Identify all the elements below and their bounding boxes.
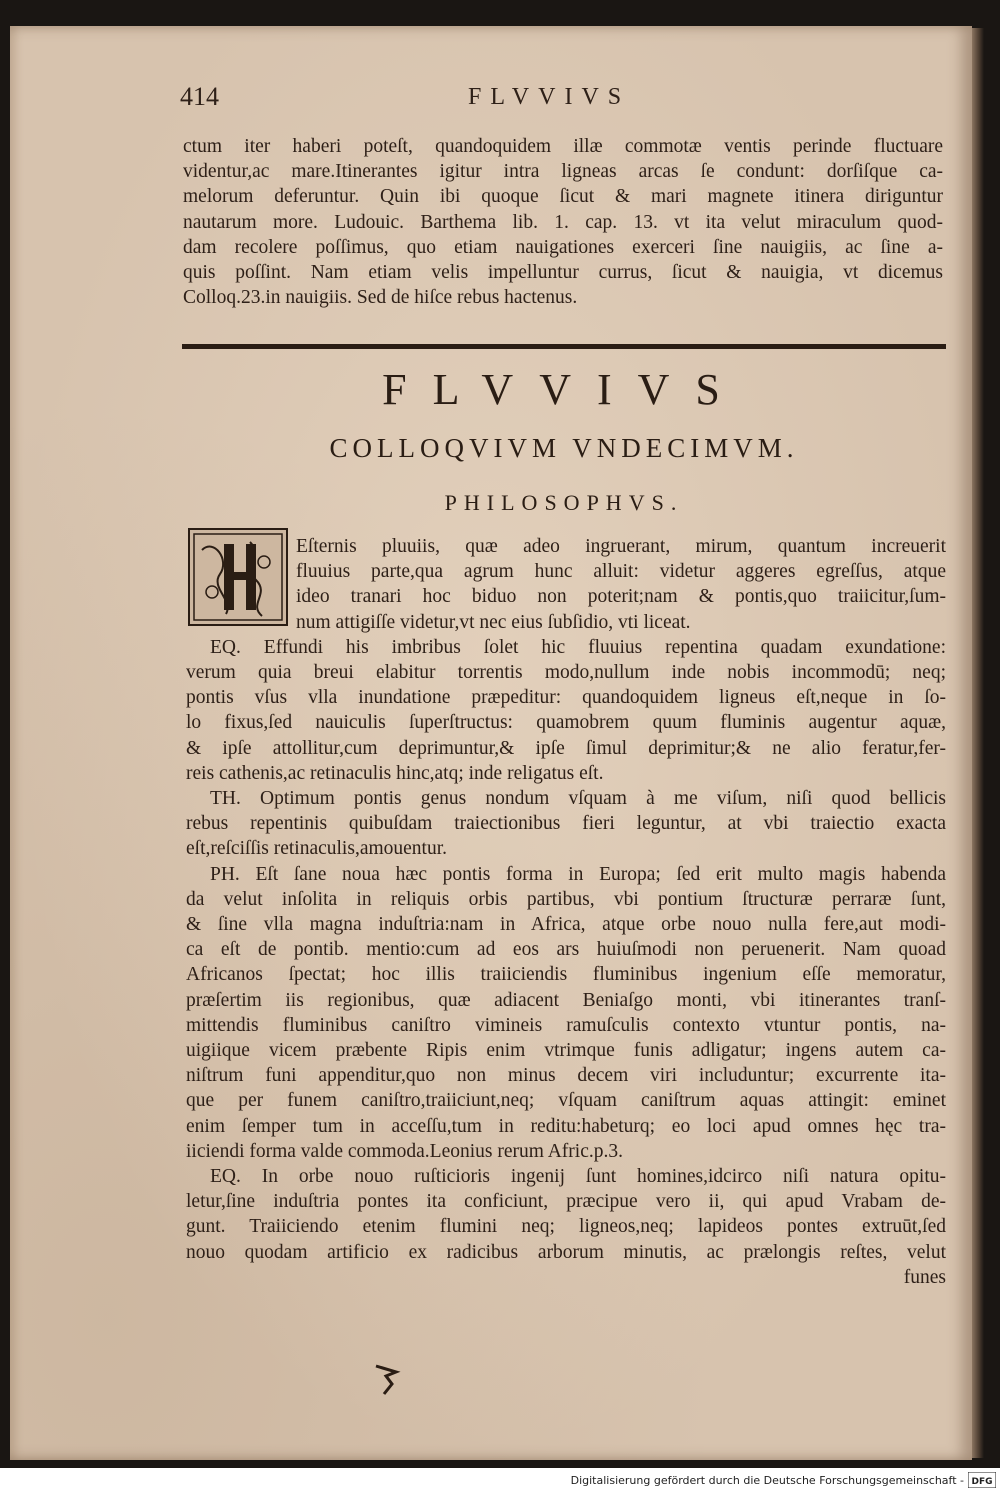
text-line: num attigiſſe videtur,vt nec eius ſubſidio, vti liceat.: [296, 611, 691, 633]
text-line: da velut inſolita in reliquis orbis partibus, vbi pontium ſtructuræ perraræ ſunt,: [186, 888, 946, 910]
text-line: Colloq.23.in nauigiis. Sed de hiſce rebus hactenus.: [183, 287, 578, 309]
footer-credit: Digitalisierung gefördert durch die Deutsche Forschungsgemeinschaft -: [570, 1474, 964, 1487]
text-line: & ſine vlla magna induſtria:nam in Africa, atque orbe nouo nulla fere,aut modi-: [186, 914, 946, 936]
text-line: melorum deferuntur. Quin ibi quoque ſicut & mari magnete itinera diriguntur: [183, 186, 943, 208]
running-head: [180, 82, 940, 116]
text-line: gunt. Traiiciendo etenim flumini neq; ligneos,neq; lapideos pontes extruūt,ſed: [186, 1216, 946, 1238]
speaker-heading: PHILOSOPHVS.: [444, 490, 684, 515]
text-line: que per funem caniſtro,traiiciunt,neq; vſquam caniſtrum aquas attingit: eminet: [186, 1090, 946, 1112]
catchword: funes: [903, 1266, 946, 1288]
text-line: Africanos ſpectat; hoc illis traiiciendis fluminibus ingenium eſſe memoratur,: [186, 964, 946, 986]
text-line: reis cathenis,ac retinaculis hinc,atq; inde religatus eſt.: [186, 762, 604, 784]
text-line: ctum iter haberi poteſt, quandoquidem illæ commotæ ventis perinde fluctuare: [183, 136, 943, 157]
text-line: Eſternis pluuiis, quæ adeo ingruerant, mirum, quantum increuerit: [296, 536, 946, 557]
dfg-logo-icon: [968, 1472, 996, 1488]
text-line: EQ. In orbe nouo ruſticioris ingenij ſunt homines,idcirco niſi natura opitu-: [210, 1166, 946, 1188]
text-line: ideo tranari hoc biduo non poterit;nam & pontis,quo traiicitur,ſum-: [296, 586, 946, 608]
top-paragraph: [183, 134, 943, 310]
text-line: niſtrum funi appenditur,quo non minus decem viri includuntur; excurrente ita-: [186, 1065, 946, 1087]
text-line: nouo quodam artificio ex radicibus arborum minutis, ac prælongis reſtes, velut: [186, 1241, 946, 1263]
text-line: dam recolere poſſimus, quo etiam nauigationes exerceri ſine nauigiis, ac ſine a-: [183, 236, 943, 258]
text-line: mittendis fluminibus caniſtro vimineis ramuſculis contexto vtuntur pontis, na-: [186, 1014, 946, 1036]
section-rule: [182, 344, 946, 349]
text-line: PH. Eſt ſane noua hæc pontis forma in Europa; ſed erit multo magis habenda: [210, 863, 946, 885]
text-line: eſt,reſciſſis retinaculis,amouentur.: [186, 838, 448, 860]
text-line: videntur,ac mare.Itinerantes igitur intra ligneas arcas ſe condunt: dorſiſque ca-: [183, 161, 943, 183]
text-line: EQ. Effundi his imbribus ſolet hic fluuius repentina quadam exundatione:: [210, 636, 946, 658]
text-line: letur,ſine induſtria pontes ita conficiunt, præcipue vero ii, qui apud Vrabam de-: [186, 1191, 946, 1213]
text-line: præſertim iis regionibus, quæ adiacent Beniaſgo monti, vbi itinerantes tranſ-: [186, 989, 946, 1011]
section-subtitle: COLLOQVIVM VNDECIMVM.: [329, 433, 799, 463]
dialogue-body: [186, 534, 946, 1290]
text-line: fluuius parte,qua agrum hunc alluit: videtur aggeres egreſſus, atque: [296, 561, 946, 583]
text-line: pontis vſus vlla inundatione præpeditur: quandoquidem ligneus eſt,neque in ſo-: [186, 687, 946, 709]
dfg-logo-text: DFG: [971, 1477, 993, 1487]
text-line: ca eſt de pontib. mentio:cum ad eos ars huiuſmodi non peruenerit. Nam quoad: [186, 939, 946, 961]
text-line: TH. Optimum pontis genus nondum vſquam à me viſum, niſi quod bellicis: [210, 788, 946, 810]
printer-mark-icon: [370, 1360, 410, 1404]
text-line: & ipſe attollitur,cum deprimuntur,& ipſe ſimul deprimitur;& ne alio feratur,fer-: [186, 737, 946, 759]
text-line: rebus repentinis quibuſdam traiectionibus fieri leguntur, at vbi traiectio exacta: [186, 813, 946, 835]
text-line: enim ſemper tum in acceſſu,tum in reditu:habeturq; eo loci apud omnes hęc tra-: [186, 1115, 946, 1137]
text-line: iiciendi forma valde commoda.Leonius rerum Afric.p.3.: [186, 1140, 623, 1162]
section-title: FLVVIVS: [382, 365, 746, 414]
running-title: FLVVIVS: [468, 84, 631, 110]
text-line: quis poſſint. Nam etiam velis impelluntur currus, ſicut & nauigia, vt dicemus: [183, 262, 943, 284]
page-fore-edge: [972, 28, 984, 1458]
page-number: 414: [180, 82, 219, 111]
text-line: nautarum more. Ludouic. Barthema lib. 1. cap. 13. vt ita velut miraculum quod-: [183, 211, 943, 233]
text-line: verum quia breui elabitur torrentis modo,nullum inde nobis incommodū; neq;: [186, 662, 946, 684]
text-line: uigiique vicem præbente Ripis enim vtrimque funis adligatur; ingens autem ca-: [186, 1040, 946, 1062]
text-line: lo fixus,ſed nauiculis ſuperſtructus: quamobrem quum fluminis augentur aquæ,: [186, 712, 946, 734]
digitization-footer: [0, 1468, 1000, 1494]
